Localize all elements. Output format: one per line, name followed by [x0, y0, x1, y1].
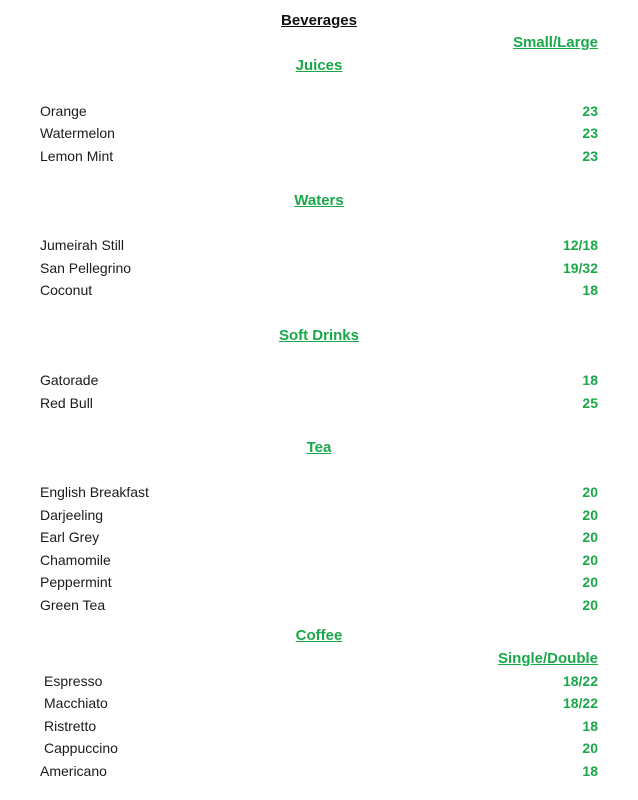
section-title-tea: Tea [306, 439, 332, 456]
menu-item-price: 18 [582, 372, 598, 388]
menu-item-name: Gatorade [40, 372, 99, 388]
menu-item-price: 25 [582, 395, 598, 411]
menu-item-name: Chamomile [40, 552, 111, 568]
size-header-coffee: Single/Double [497, 650, 598, 667]
menu-item-name: Lemon Mint [40, 148, 114, 164]
menu-item-price: 19/32 [562, 260, 598, 276]
section-title-juices: Juices [295, 57, 343, 74]
menu-item-price: 23 [582, 103, 598, 119]
menu-item-name: Cappuccino [44, 740, 118, 756]
menu-item-name: Orange [40, 103, 87, 119]
menu-item-price: 18/22 [562, 673, 598, 689]
menu-item-name: Espresso [44, 673, 103, 689]
section-title-soft-drinks: Soft Drinks [278, 327, 359, 344]
menu-item-price: 20 [582, 597, 598, 613]
menu-item-name: Jumeirah Still [40, 237, 125, 253]
menu-item-price: 20 [582, 574, 598, 590]
menu-item-name: Red Bull [40, 395, 93, 411]
section-title-coffee: Coffee [295, 627, 343, 644]
menu-item-price: 18 [582, 282, 598, 298]
menu-item-price: 12/18 [562, 237, 598, 253]
menu-item-price: 20 [582, 740, 598, 756]
menu-item-price: 23 [582, 148, 598, 164]
menu-item-price: 23 [582, 125, 598, 141]
menu-item-price: 18 [582, 718, 598, 734]
menu-item-price: 20 [582, 507, 598, 523]
menu-item-name: Americano [40, 763, 107, 779]
menu-item-name: Ristretto [44, 718, 97, 734]
menu-item-name: Watermelon [40, 125, 115, 141]
menu-item-name: Coconut [40, 282, 93, 298]
menu-item-name: Macchiato [44, 695, 108, 711]
size-header-juices: Small/Large [512, 34, 598, 51]
menu-item-price: 18 [582, 763, 598, 779]
menu-item-name: English Breakfast [40, 484, 149, 500]
menu-item-price: 20 [582, 552, 598, 568]
section-title-waters: Waters [294, 192, 344, 209]
menu-item-name: Earl Grey [40, 529, 100, 545]
menu-item-price: 18/22 [562, 695, 598, 711]
menu-item-name: San Pellegrino [40, 260, 132, 276]
menu-item-price: 20 [582, 529, 598, 545]
menu-item-name: Darjeeling [40, 507, 104, 523]
menu-item-name: Peppermint [40, 574, 112, 590]
menu-item-price: 20 [582, 484, 598, 500]
menu-item-name: Green Tea [40, 597, 106, 613]
page-title: Beverages [281, 12, 357, 29]
